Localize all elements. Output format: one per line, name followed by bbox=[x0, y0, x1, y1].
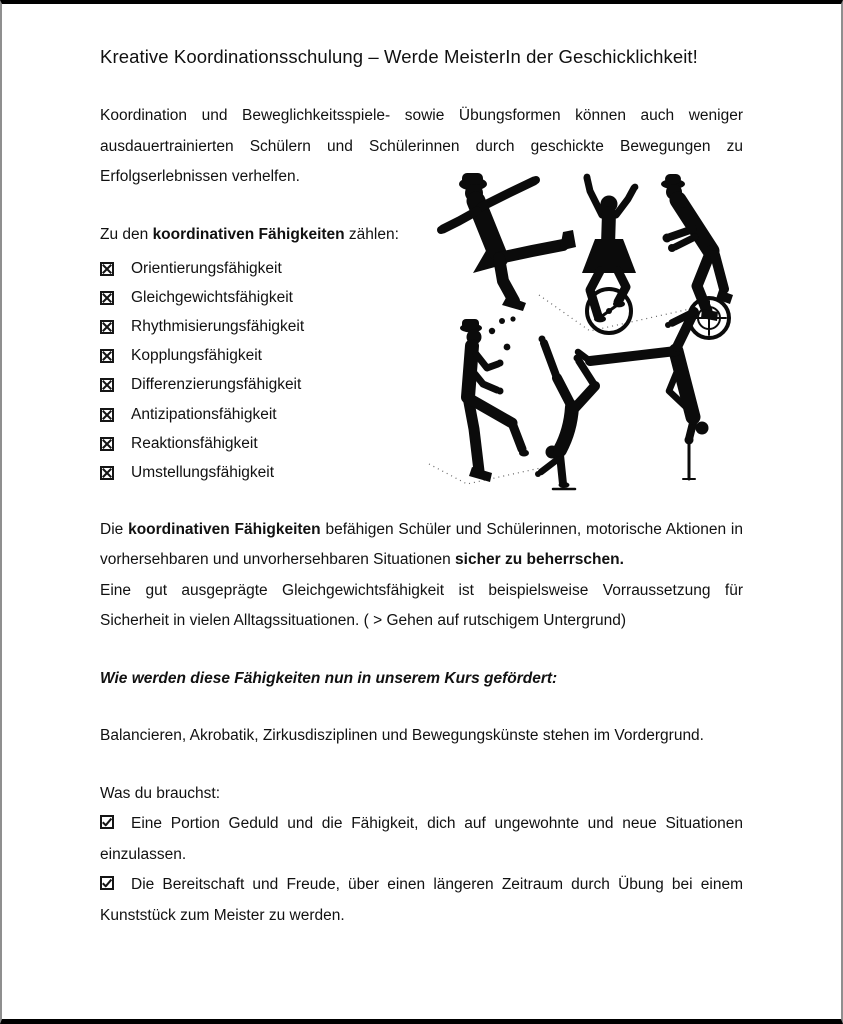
boxed-x-icon bbox=[100, 466, 114, 480]
definition-text: befähigen Schüler und Schülerinnen, motorische Aktionen in vorhersehbaren und unvorhersehbaren Situationen bbox=[100, 520, 743, 568]
boxed-x-icon bbox=[100, 349, 114, 363]
boxed-check-icon bbox=[100, 876, 114, 890]
ability-label: Rhythmisierungsfähigkeit bbox=[131, 317, 305, 335]
boxed-x-icon bbox=[100, 408, 114, 422]
juggler-silhouette bbox=[460, 316, 529, 482]
ability-label: Umstellungsfähigkeit bbox=[131, 463, 275, 481]
course-heading: Wie werden diese Fähigkeiten nun in unserem Kurs gefördert: bbox=[100, 669, 558, 687]
requirement-text: Eine Portion Geduld und die Fähigkeit, dich auf ungewohnte und neue Situationen einzulassen. bbox=[100, 815, 743, 863]
definition-bold: koordinativen Fähigkeiten bbox=[128, 520, 321, 538]
boxed-x-icon bbox=[100, 437, 114, 451]
requirement-text: Die Bereitschaft und Freude, über einen längeren Zeitraum durch Übung bei einem Kunststück zum Meister zu werden. bbox=[100, 876, 743, 924]
ability-label: Orientierungsfähigkeit bbox=[131, 259, 282, 277]
ability-label: Reaktionsfähigkeit bbox=[131, 434, 258, 452]
abilities-heading-pre: Zu den bbox=[100, 225, 153, 243]
boxed-x-icon bbox=[100, 262, 114, 276]
definition-text: Die bbox=[100, 520, 129, 538]
example-paragraph: Eine gut ausgeprägte Gleichgewichtsfähigkeit ist beispielsweise Vorraussetzung für Sicherheit in vielen Alltagssituationen. ( > Gehen auf rutschigem Untergrund) bbox=[100, 581, 743, 629]
boxed-x-icon bbox=[100, 291, 114, 305]
boxed-x-icon bbox=[100, 378, 114, 392]
intro-paragraph: Koordination und Beweglichkeitsspiele- sowie Übungsformen können auch weniger ausdauertrainierten Schülern und Schülerinnen durch geschickte Bewegungen zu Erfolgserlebnissen verhelfen. bbox=[100, 107, 743, 185]
ability-label: Gleichgewichtsfähigkeit bbox=[131, 288, 293, 306]
needs-heading: Was du brauchst: bbox=[100, 784, 221, 802]
ability-label: Differenzierungsfähigkeit bbox=[131, 376, 302, 394]
boxed-x-icon bbox=[100, 320, 114, 334]
definition-bold: sicher zu beherrschen. bbox=[455, 551, 624, 568]
page-title: Kreative Koordinationsschulung – Werde MeisterIn der Geschicklichkeit! bbox=[100, 46, 698, 67]
cane-handbalancer-silhouette bbox=[578, 312, 709, 479]
unicycle-girl-silhouette bbox=[582, 174, 638, 333]
requirement-item bbox=[100, 809, 743, 870]
abilities-heading-post: zählen: bbox=[344, 225, 399, 243]
circus-silhouettes-image bbox=[427, 170, 772, 502]
abilities-heading-bold: koordinativen Fähigkeiten bbox=[152, 225, 345, 243]
definition-paragraph bbox=[100, 515, 743, 576]
boxed-check-icon bbox=[100, 815, 114, 829]
requirement-item bbox=[100, 870, 743, 931]
ability-label: Kopplungsfähigkeit bbox=[131, 347, 262, 365]
balancing-clown-silhouette bbox=[437, 173, 576, 311]
ability-label: Antizipationsfähigkeit bbox=[131, 405, 277, 423]
course-paragraph: Balancieren, Akrobatik, Zirkusdisziplinen und Bewegungskünste stehen im Vordergrund. bbox=[100, 727, 704, 744]
